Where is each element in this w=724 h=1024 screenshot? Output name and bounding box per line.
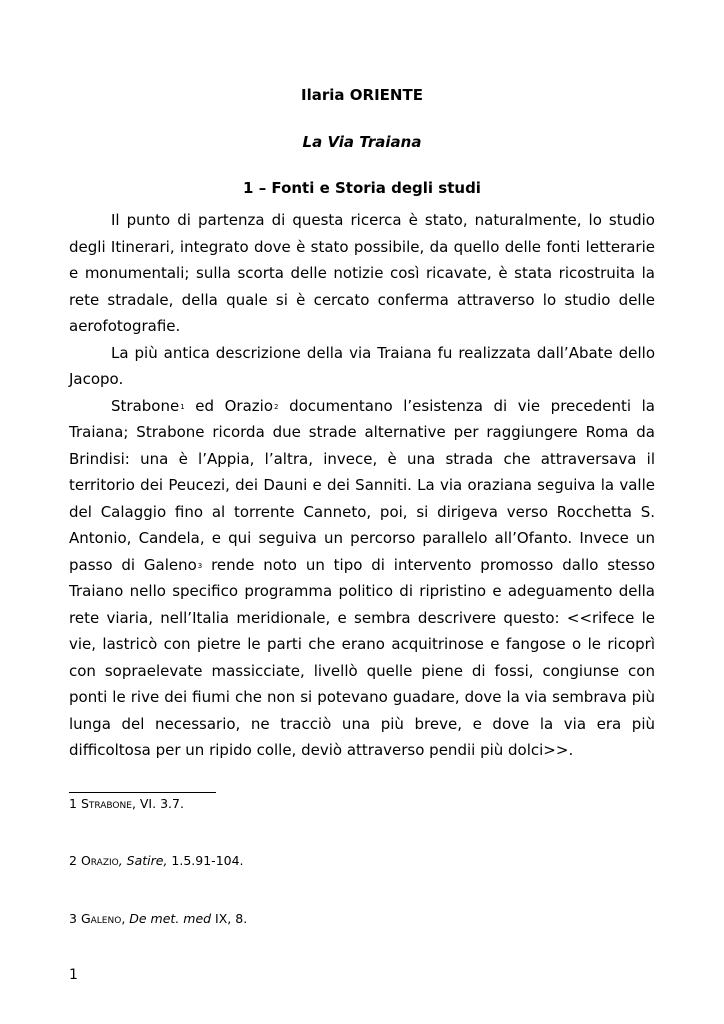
- paragraph-1: Il punto di partenza di questa ricerca è stato, naturalmente, lo studio degli Itinerari, integrato dove è stato possibile, da quello delle fonti letterarie e monumentali; sulla scorta delle notizie così ricavate, è stata ricostruita la rete stradale, della quale si è cercato conferma attraverso lo studio delle aerofotografie.: [69, 211, 655, 335]
- footnote-3-separator: ,: [121, 911, 130, 926]
- footnote-1: [69, 796, 184, 811]
- footnote-ref-2: 2: [274, 402, 279, 411]
- footnote-separator: [69, 792, 216, 793]
- footnote-2: [69, 853, 244, 868]
- author-name: Ilaria ORIENTE: [301, 86, 423, 104]
- paragraph-3: [69, 393, 655, 764]
- footnote-2-number: 2: [69, 853, 81, 868]
- footnote-ref-3: 3: [197, 561, 203, 570]
- page-number: 1: [69, 967, 78, 983]
- paragraph-3-text-c: documentano l’esistenza di vie precedenti la Traiana; Strabone ricorda due strade alternative per raggiungere Roma da Brindisi: una è l’Appia, l’altra, invece, è una strada che attraversava il territorio dei Peucezi, dei Dauni e dei Sanniti. La via oraziana seguiva la valle del Calaggio fino al torrente Canneto, poi, si dirigeva verso Rocchetta S. Antonio, Candela, e qui seguiva un percorso parallelo all’Ofanto. Invece un passo di Galeno: [69, 396, 655, 574]
- footnote-2-work: , Satire,: [118, 853, 168, 868]
- footnote-3-work: De met. med: [129, 911, 212, 926]
- footnote-3: [69, 911, 247, 926]
- paragraph-3-text-b: ed Orazio: [184, 396, 274, 415]
- paragraph-3-text-d: rende noto un tipo di intervento promosso dallo stesso Traiano nello specifico programma politico di ripristino e adeguamento della rete viaria, nell’Italia meridionale, e sembra descrivere questo: <<rifece le vie, lastricò con pietre le parti che erano acquitrinose e fangose o le ricoprì con sopraelevate massicciate, livellò quelle piene di fossi, congiunse con ponti le rive dei fiumi che non si potevano guadare, dove la via sembrava più lunga del necessario, ne tracciò una più breve, e dove la via era più difficoltosa per un ripido colle, deviò attraverso pendii più dolci>>.: [69, 555, 655, 759]
- body-text: [69, 207, 655, 764]
- footnote-3-number: 3: [69, 911, 81, 926]
- footnote-1-rest: , VI. 3.7.: [131, 796, 184, 811]
- footnote-2-author: Orazio: [80, 853, 119, 868]
- footnote-ref-1: 1: [180, 402, 185, 411]
- footnote-1-number: 1: [69, 796, 81, 811]
- paragraph-3-text-a: Strabone: [111, 396, 180, 415]
- document-title: La Via Traiana: [302, 133, 422, 151]
- footnote-3-rest: IX, 8.: [211, 911, 248, 926]
- footnote-1-author: Strabone: [80, 796, 132, 811]
- footnote-3-author: Galeno: [80, 911, 122, 926]
- footnote-2-rest: 1.5.91-104.: [167, 853, 244, 868]
- paragraph-2: La più antica descrizione della via Traiana fu realizzata dall’Abate dello Jacopo.: [69, 343, 655, 388]
- section-heading: 1 – Fonti e Storia degli studi: [243, 179, 481, 197]
